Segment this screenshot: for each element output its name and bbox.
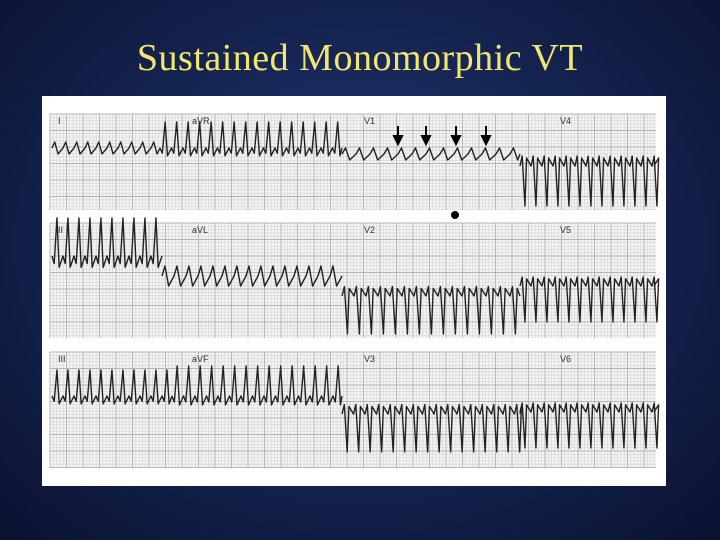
lead-label-iii: III [58,354,66,364]
lead-label-v1: V1 [364,116,376,126]
ecg-tracing-image [42,96,666,486]
dot-marker [451,211,459,219]
lead-label-avl: aVL [192,225,209,235]
lead-label-i: I [58,116,61,126]
slide-title: Sustained Monomorphic VT [136,37,584,79]
lead-label-v3: V3 [364,354,376,364]
lead-label-avf: aVF [192,354,209,364]
lead-label-v5: V5 [560,225,572,235]
ecg-strip-svg [42,96,666,486]
lead-label-avr: aVR [192,116,210,126]
lead-label-v6: V6 [560,354,572,364]
lead-label-v2: V2 [364,225,376,235]
lead-label-v4: V4 [560,116,572,126]
lead-label-ii: II [58,225,64,235]
